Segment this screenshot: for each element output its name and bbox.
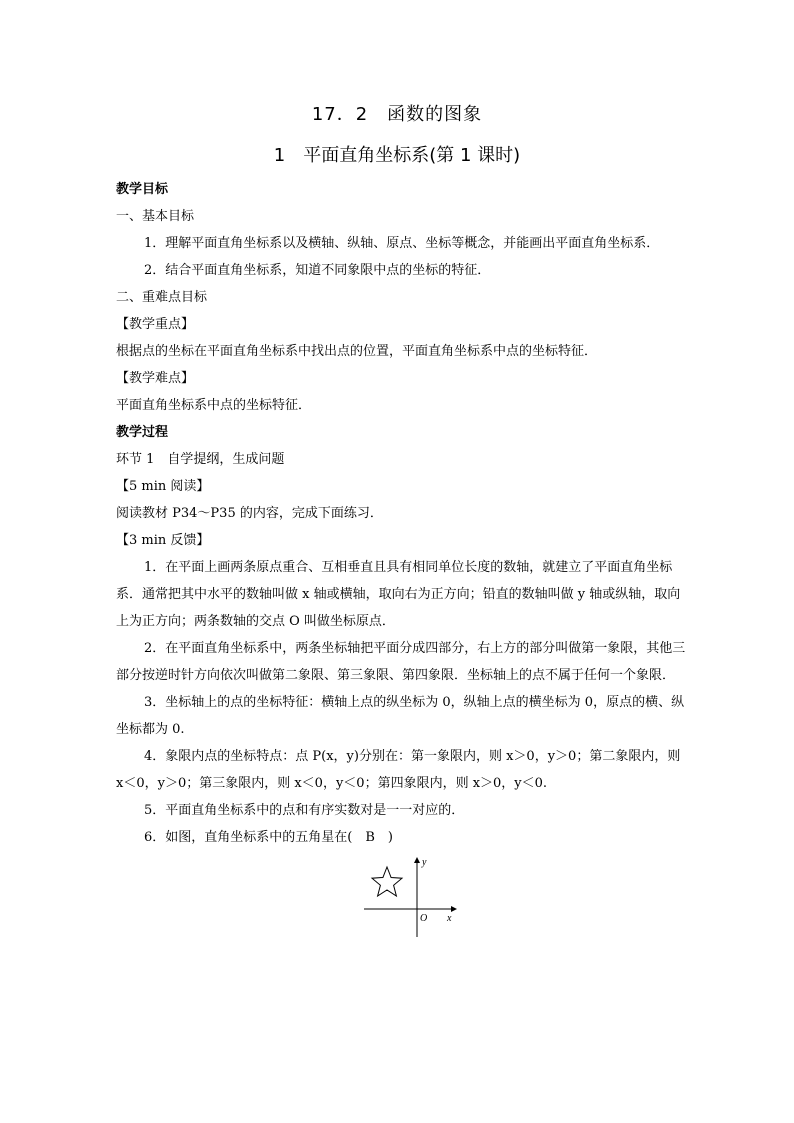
page-title: 17．2 函数的图象 <box>311 104 483 125</box>
feedback-item-1: 1．在平面上画两条原点重合、互相垂直且具有相同单位长度的数轴，就建立了平面直角坐标系．通常把其中水平的数轴叫做 x 轴或横轴，取向右为正方向；铅直的数轴叫做 y 轴或纵轴，取向上为正方向；两条数轴的交点 O 叫做坐标原点． <box>116 560 681 629</box>
basic-item-1: 1．理解平面直角坐标系以及横轴、纵轴、原点、坐标等概念，并能画出平面直角坐标系． <box>144 236 660 251</box>
process-heading: 教学过程 <box>116 425 169 440</box>
feedback-item-5: 5．平面直角坐标系中的点和有序实数对是一一对应的． <box>144 803 465 818</box>
feedback-label: 【3 min 反馈】 <box>116 533 210 548</box>
step-1: 环节 1 自学提纲，生成问题 <box>116 452 285 467</box>
difficult-text: 平面直角坐标系中点的坐标特征． <box>116 398 312 413</box>
key-point-text: 根据点的坐标在平面直角坐标系中找出点的位置，平面直角坐标系中点的坐标特征． <box>116 344 598 359</box>
page-subtitle: 1 平面直角坐标系(第 1 课时) <box>273 145 521 166</box>
x-axis-label: x <box>447 913 452 924</box>
basic-heading: 一、基本目标 <box>116 209 195 224</box>
key-heading: 二、重难点目标 <box>116 290 208 305</box>
coordinate-figure <box>116 851 691 941</box>
feedback-item-3: 3．坐标轴上的点的坐标特征：横轴上点的纵坐标为 0，纵轴上点的横坐标为 0，原点的横、纵坐标都为 0. <box>116 695 685 737</box>
feedback-item-2: 2．在平面直角坐标系中，两条坐标轴把平面分成四部分，右上方的部分叫做第一象限，其他三部分按逆时针方向依次叫做第二象限、第三象限、第四象限．坐标轴上的点不属于任何一个象限． <box>116 641 686 683</box>
y-axis-label: y <box>422 857 427 868</box>
read-label: 【5 min 阅读】 <box>116 479 210 494</box>
feedback-item-6: 6．如图，直角坐标系中的五角星在( B ) <box>144 830 393 845</box>
origin-label: O <box>420 913 428 924</box>
objectives-heading: 教学目标 <box>116 182 169 197</box>
star-icon <box>372 867 402 896</box>
read-text: 阅读教材 P34～P35 的内容，完成下面练习． <box>116 506 383 521</box>
key-point-label: 【教学重点】 <box>116 317 195 332</box>
x-axis-arrow <box>451 906 457 912</box>
difficult-label: 【教学难点】 <box>116 371 195 386</box>
feedback-item-4: 4．象限内点的坐标特点：点 P(x，y)分别在：第一象限内，则 x＞0，y＞0；第二象限内，则 x＜0，y＞0；第三象限内，则 x＜0，y＜0；第四象限内，则 x＞0，y＜0. <box>116 749 681 791</box>
y-axis-arrow <box>414 857 420 863</box>
coordinate-system-diagram <box>359 857 459 937</box>
document-body <box>116 176 691 941</box>
basic-item-2: 2．结合平面直角坐标系，知道不同象限中点的坐标的特征． <box>144 263 491 278</box>
